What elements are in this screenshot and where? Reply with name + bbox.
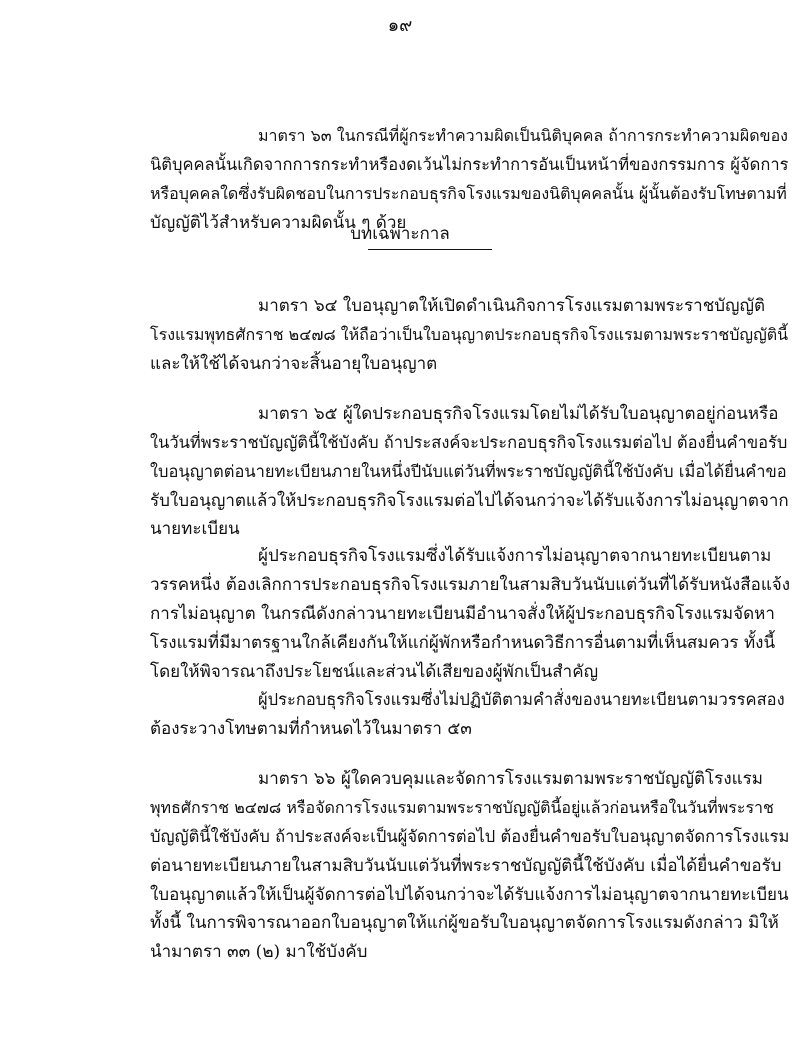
- section-65-line: มาตรา ๖๕ ผู้ใดประกอบธุรกิจโรงแรมโดยไม่ได้รับใบอนุญาตอยู่ก่อนหรือ: [258, 404, 779, 424]
- section-65-line: ผู้ประกอบธุรกิจโรงแรมซึ่งไม่ปฏิบัติตามคำสั่งของนายทะเบียนตามวรรคสอง: [258, 690, 785, 709]
- page-number: ๑๙: [387, 15, 413, 36]
- section-66-line: มาตรา ๖๖ ผู้ใดควบคุมและจัดการโรงแรมตามพระราชบัญญัติโรงแรม: [258, 769, 763, 789]
- section-65-line: ในวันที่พระราชบัญญัตินี้ใช้บังคับ ถ้าประสงค์จะประกอบธุรกิจโรงแรมต่อไป ต้องยื่นคำขอรับ: [150, 433, 788, 452]
- section-63-line: มาตรา ๖๓ ในกรณีที่ผู้กระทำความผิดเป็นนิติบุคคล ถ้าการกระทำความผิดของ: [258, 126, 788, 145]
- section-66-line: ทั้งนี้ ในการพิจารณาออกใบอนุญาตให้แก่ผู้ขอรับใบอนุญาตจัดการโรงแรมดังกล่าว มิให้: [150, 913, 779, 933]
- section-64-line: และให้ใช้ได้จนกว่าจะสิ้นอายุใบอนุญาต: [150, 354, 438, 374]
- section-65-line: ต้องระวางโทษตามที่กำหนดไว้ในมาตรา ๕๓: [150, 719, 472, 739]
- section-64-line: มาตรา ๖๔ ใบอนุญาตให้เปิดดำเนินกิจการโรงแรมตามพระราชบัญญัติ: [258, 296, 766, 316]
- section-65-line: รับใบอนุญาตแล้วให้ประกอบธุรกิจโรงแรมต่อไปได้จนกว่าจะได้รับแจ้งการไม่อนุญาตจาก: [150, 491, 789, 511]
- section-65-line: ผู้ประกอบธุรกิจโรงแรมซึ่งได้รับแจ้งการไม่อนุญาตจากนายทะเบียนตาม: [258, 546, 772, 566]
- section-65-line: นายทะเบียน: [150, 519, 240, 539]
- section-65-line: วรรคหนึ่ง ต้องเลิกการประกอบธุรกิจโรงแรมภายในสามสิบวันนับแต่วันที่ได้รับหนังสือแจ้ง: [150, 575, 791, 595]
- transitional-provisions-heading: บทเฉพาะกาล: [350, 224, 450, 244]
- section-65-line: ใบอนุญาตต่อนายทะเบียนภายในหนึ่งปีนับแต่วันที่พระราชบัญญัตินี้ใช้บังคับ เมื่อได้ยื่นคำขอ: [150, 462, 787, 481]
- section-66-line: ใบอนุญาตแล้วให้เป็นผู้จัดการต่อไปได้จนกว่าจะได้รับแจ้งการไม่อนุญาตจากนายทะเบียน: [150, 885, 789, 905]
- section-65-line: โดยให้พิจารณาถึงประโยชน์และส่วนได้เสียของผู้พักเป็นสำคัญ: [150, 662, 599, 682]
- section-65-line: โรงแรมที่มีมาตรฐานใกล้เคียงกันให้แก่ผู้พักหรือกำหนดวิธีการอื่นตามที่เห็นสมควร ทั้งนี้: [150, 633, 776, 653]
- section-63-line: นิติบุคคลนั้นเกิดจากการกระทำหรืองดเว้นไม่กระทำการอันเป็นหน้าที่ของกรรมการ ผู้จัดการ: [150, 155, 789, 174]
- section-65-line: การไม่อนุญาต ในกรณีดังกล่าวนายทะเบียนมีอำนาจสั่งให้ผู้ประกอบธุรกิจโรงแรมจัดหา: [150, 604, 775, 624]
- section-63-line: บัญญัติไว้สำหรับความผิดนั้น ๆ ด้วย: [150, 213, 407, 233]
- section-63-line: หรือบุคคลใดซึ่งรับผิดชอบในการประกอบธุรกิจโรงแรมของนิติบุคคลนั้น ผู้นั้นต้องรับโทษตามที่: [150, 184, 787, 203]
- section-66-line: ต่อนายทะเบียนภายในสามสิบวันนับแต่วันที่พระราชบัญญัตินี้ใช้บังคับ เมื่อได้ยื่นคำขอรับ: [150, 856, 782, 876]
- section-66-line: นำมาตรา ๓๓ (๒) มาใช้บังคับ: [150, 942, 368, 962]
- section-66-line: บัญญัตินี้ใช้บังคับ ถ้าประสงค์จะเป็นผู้จัดการต่อไป ต้องยื่นคำขอรับใบอนุญาตจัดการโรงแรม: [150, 827, 790, 846]
- heading-underline: [368, 249, 492, 250]
- section-64-line: โรงแรมพุทธศักราช ๒๔๗๘ ให้ถือว่าเป็นใบอนุญาตประกอบธุรกิจโรงแรมตามพระราชบัญญัตินี้: [150, 325, 789, 344]
- section-66-line: พุทธศักราช ๒๔๗๘ หรือจัดการโรงแรมตามพระราชบัญญัตินี้อยู่แล้วก่อนหรือในวันที่พระราช: [150, 798, 774, 817]
